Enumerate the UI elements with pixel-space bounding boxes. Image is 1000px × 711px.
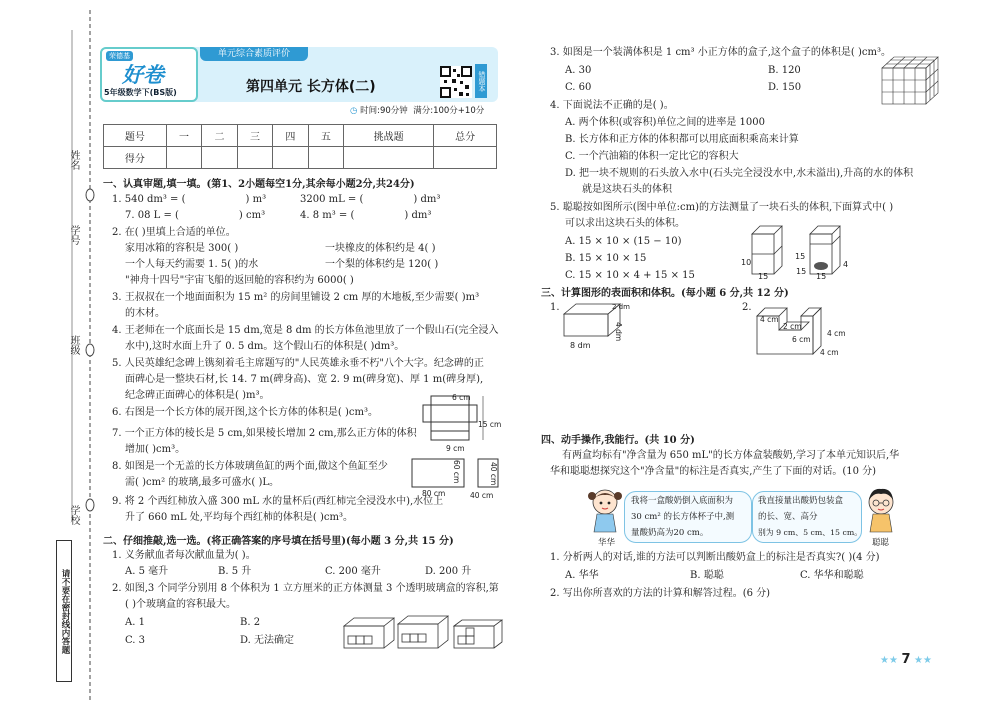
fig5-label-b: 15 [758, 272, 769, 281]
boy-congcong-avatar [864, 486, 898, 534]
page-number-area [880, 652, 932, 667]
s3-number-2: 2. [742, 302, 752, 313]
girl-huahua-avatar [588, 486, 622, 534]
solid2-label-6cm: 6 cm [792, 335, 811, 344]
s2-q4-opt-d-cont: 就是这块石头的体积 [582, 184, 672, 195]
s2-q1-opt-c[interactable]: C. 200 毫升 [325, 566, 381, 577]
s2-q5-b: 可以求出这块石头的体积。 [565, 218, 685, 229]
solid2-label-4cm-top: 4 cm [760, 315, 779, 324]
bubble1-line3: 量酸奶高为20 cm。 [631, 528, 709, 538]
s2-q1-opt-a[interactable]: A. 5 毫升 [125, 566, 169, 577]
score-input-cell[interactable] [434, 147, 497, 169]
logo-box [100, 47, 198, 102]
s2-q4-opt-b[interactable]: B. 长方体和正方体的体积都可以用底面积乘高来计算 [565, 134, 799, 145]
s1-q5-a: 5. 人民英雄纪念碑上镌刻着毛主席题写的"人民英雄永垂不朽"八个大字。纪念碑的正 [112, 358, 484, 369]
xuehao-label: 学号 [68, 225, 79, 245]
bubble1-line1: 我将一盒酸奶倒入底面积为 [631, 496, 734, 506]
solid2-label-2cm: 2 cm [783, 322, 802, 331]
section-1-heading: 一、认真审题,填一填。(第1、2小题每空1分,其余每小题2分,共24分) [103, 179, 415, 190]
s1-q8-a: 8. 如图是一个无盖的长方体玻璃鱼缸的两个面,做这个鱼缸至少 [112, 461, 388, 472]
solid2-label-4cm-bottom: 4 cm [820, 348, 839, 357]
bubble1-line2: 30 cm² 的长方体杯子中,测 [631, 512, 735, 522]
s1-q2-d: 一个梨的体积约是 120( ) [325, 259, 439, 270]
s1-q1-c: 7. 08 L = ( ) cm³ [125, 210, 266, 221]
grade-label: 5年级数学下(BS版) [104, 88, 177, 97]
error-book-tag: 错题本 [475, 64, 487, 98]
score-input-cell[interactable] [273, 147, 308, 169]
s1-q1-a: 1. 540 dm³ = ( ) m³ [112, 194, 267, 205]
s2-q4: 4. 下面说法不正确的是( )。 [550, 100, 674, 111]
score-table [103, 124, 497, 169]
answer-space[interactable] [550, 605, 940, 650]
s1-q4-b: 水中),这时水面上升了 0. 5 dm。这个假山石的体积是( )dm³。 [125, 341, 405, 352]
header-tag: 单元综合素质评价 [200, 47, 308, 61]
s2-q1-opt-d[interactable]: D. 200 升 [425, 566, 472, 577]
s2-q5-a: 5. 聪聪按如图所示(图中单位:cm)的方法测量了一块石头的体积,下面算式中( ) [550, 202, 894, 213]
s1-q3-a: 3. 王叔叔在一个地面面积为 15 m² 的房间里铺设 2 cm 厚的木地板,至少需要( )m³ [112, 292, 480, 303]
s1-q2: 2. 在( )里填上合适的单位。 [112, 227, 236, 238]
logo-mark: 好卷 [122, 63, 164, 87]
s4-q1: 1. 分析两人的对话,谁的方法可以判断出酸奶盒上的标注是否真实?( )(4 分) [550, 552, 880, 563]
s1-q5-c: 纪念碑正面碑心的体积是( )m³。 [125, 390, 270, 401]
s1-q2-c: 一个人每天约需要 1. 5( )的水 [125, 259, 259, 270]
s2-q4-opt-d[interactable]: D. 把一块不规则的石头放入水中(石头完全浸没水中,水未溢出),升高的水的体积 [565, 168, 914, 179]
s1-q9-a: 9. 将 2 个西红柿放入盛 300 mL 水的量杯后(西红柿完全浸没水中),水位上 [112, 496, 444, 507]
speech-bubble-congcong [752, 491, 862, 543]
s1-q2-b: 一块橡皮的体积约是 4( ) [325, 243, 436, 254]
s2-q5-opt-b[interactable]: B. 15 × 10 × 15 [565, 253, 647, 264]
section-3-heading: 三、计算图形的表面积和体积。(每小题 6 分,共 12 分) [541, 288, 789, 299]
section-2-heading: 二、仔细推敲,选一选。(将正确答案的序号填在括号里)(每小题 3 分,共 15 分) [103, 536, 454, 547]
score-table-header-row [104, 125, 497, 147]
time-text: 时间:90分钟 [360, 106, 408, 116]
s2-q5-opt-a[interactable]: A. 15 × 10 × (15 − 10) [565, 236, 682, 247]
s2-q2-opt-d[interactable]: D. 无法确定 [240, 635, 295, 646]
s1-q9-b: 升了 660 mL 处,平均每个西红柿的体积是( )cm³。 [125, 512, 353, 523]
table-cell: 五 [308, 125, 343, 147]
tank-label-40cm-a: 40 cm [470, 491, 494, 500]
time-label [350, 104, 484, 116]
qr-code-icon [440, 66, 472, 98]
score-table-score-row [104, 147, 497, 169]
score-input-cell[interactable] [237, 147, 272, 169]
tank-label-80cm: 80 cm [422, 489, 446, 498]
table-cell: 二 [202, 125, 237, 147]
s2-q2-opt-a[interactable]: A. 1 [125, 617, 145, 628]
s2-q2-a: 2. 如图,3 个同学分别用 8 个体积为 1 立方厘米的正方体测量 3 个透明玻璃盒的容积,第 [112, 583, 499, 594]
cuboid1-label-4dm: 4 dm [614, 322, 623, 342]
table-cell: 得分 [104, 147, 167, 169]
school-label: 学校 [68, 505, 79, 525]
class-label: 班级 [68, 335, 79, 355]
s1-q7-b: 增加( )cm³。 [125, 444, 186, 455]
cuboid1-label-8dm: 8 dm [570, 341, 591, 350]
s1-q5-b: 面碑心是一整块石材,长 14. 7 m(碑身高)、宽 2. 9 m(碑身宽)、厚 1 m(碑身厚), [125, 374, 484, 385]
s4-q1-opt-a[interactable]: A. 华华 [565, 570, 599, 581]
bubble2-line1: 我直接量出酸奶包装盒 [758, 496, 844, 506]
net-label-6cm: 6 cm [452, 393, 471, 402]
full-score-text: 满分:100分+10分 [413, 106, 485, 116]
s4-q1-opt-c[interactable]: C. 华华和聪聪 [800, 570, 864, 581]
s1-q8-b: 需( )cm² 的玻璃,最多可盛水( )L。 [125, 477, 280, 488]
fig5-label-c: 15 [795, 252, 806, 261]
unit-cube-box-figure [880, 54, 942, 106]
seal-line [0, 0, 95, 711]
name-huahua: 华华 [598, 538, 616, 548]
s2-q3-opt-a[interactable]: A. 30 [565, 65, 592, 76]
binding-strip [0, 0, 95, 711]
bubble2-line3: 别为 9 cm、5 cm、15 cm。 [758, 528, 863, 537]
tank-label-40cm-b: 40 cm [489, 462, 498, 486]
s2-q3-opt-d[interactable]: D. 150 [768, 82, 802, 93]
page-number: 7 [901, 652, 911, 667]
s2-q4-opt-c[interactable]: C. 一个汽油箱的体积一定比它的容积大 [565, 151, 739, 162]
s1-q7-a: 7. 一个正方体的棱长是 5 cm,如果棱长增加 2 cm,那么正方体的体积 [112, 428, 417, 439]
s2-q4-opt-a[interactable]: A. 两个体积(或容积)单位之间的进率是 1000 [565, 117, 766, 128]
s2-q2-opt-c[interactable]: C. 3 [125, 635, 146, 646]
name-label: 姓名 [68, 150, 79, 170]
table-cell: 四 [273, 125, 308, 147]
s1-q2-a: 家用冰箱的容积是 300( ) [125, 243, 239, 254]
s2-q2-b: ( )个玻璃盒的容积最大。 [125, 599, 236, 610]
clock-icon: ◷ [350, 106, 358, 116]
bubble2-line2: 的长、宽、高分 [758, 512, 818, 522]
fig5-label-a: 10 [741, 258, 752, 267]
s2-q3-opt-c[interactable]: C. 60 [565, 82, 592, 93]
s2-q3-opt-b[interactable]: B. 120 [768, 65, 801, 76]
star-icon: ★★ [913, 655, 932, 666]
s2-q5-opt-c[interactable]: C. 15 × 10 × 4 + 15 × 15 [565, 270, 695, 281]
s4-q2: 2. 写出你所喜欢的方法的计算和解答过程。(6 分) [550, 588, 771, 599]
s1-q2-e: "神舟十四号"宇宙飞船的返回舱的容积约为 6000( ) [125, 275, 354, 286]
table-cell: 一 [166, 125, 201, 147]
s4-intro-a: 有两盒均标有"净含量为 650 mL"的长方体盒装酸奶,学习了本单元知识后,华 [562, 450, 900, 461]
s1-q6: 6. 右图是一个长方体的展开图,这个长方体的体积是( )cm³。 [112, 407, 378, 418]
speech-bubble-huahua [624, 491, 752, 543]
brand: 荣德基 [106, 51, 133, 61]
star-icon: ★★ [880, 655, 898, 666]
s1-q4-a: 4. 王老师在一个底面长是 15 dm,宽是 8 dm 的长方体鱼池里放了一个假山石(完全浸入 [112, 325, 499, 336]
table-cell: 挑战题 [344, 125, 434, 147]
s4-q1-opt-b[interactable]: B. 聪聪 [690, 570, 724, 581]
score-input-cell[interactable] [308, 147, 343, 169]
no-answer-notice: 请不要在密封线内答题 [56, 540, 72, 682]
fig5-label-f: 4 [843, 260, 849, 269]
page-title: 第四单元 长方体(二) [246, 79, 376, 95]
net-label-15cm: 15 cm [478, 420, 502, 429]
table-cell: 总分 [434, 125, 497, 147]
s2-q2-opt-b[interactable]: B. 2 [240, 617, 261, 628]
solid2-label-4cm-right: 4 cm [827, 329, 846, 338]
s1-q3-b: 的木材。 [125, 308, 165, 319]
tank-label-60cm: 60 cm [452, 460, 461, 484]
net-label-9cm: 9 cm [446, 444, 465, 453]
table-cell: 三 [237, 125, 272, 147]
s2-q1-opt-b[interactable]: B. 5 升 [218, 566, 252, 577]
s3-number-1: 1. [550, 302, 560, 313]
score-input-cell[interactable] [344, 147, 434, 169]
name-congcong: 聪聪 [872, 538, 890, 548]
s4-intro-b: 华和聪聪想探究这个"净含量"的标注是否真实,产生了下面的对话。(10 分) [550, 466, 877, 477]
s1-q1-d: 4. 8 m³ = ( ) dm³ [300, 210, 432, 221]
score-input-cell[interactable] [202, 147, 237, 169]
s2-q3: 3. 如图是一个装满体积是 1 cm³ 小正方体的盒子,这个盒子的体积是( )cm³。 [550, 47, 891, 58]
cuboid1-label-2dm: 2 dm [612, 303, 630, 311]
fig5-label-d: 15 [816, 272, 827, 281]
fig5-label-e: 15 [796, 267, 807, 276]
s2-q1: 1. 义务献血者每次献血量为( )。 [112, 550, 256, 561]
table-cell: 题号 [104, 125, 167, 147]
glass-boxes-figure [342, 612, 502, 652]
section-4-heading: 四、动手操作,我能行。(共 10 分) [541, 435, 695, 446]
s1-q1-b: 3200 mL = ( ) dm³ [300, 194, 441, 205]
score-input-cell[interactable] [166, 147, 201, 169]
